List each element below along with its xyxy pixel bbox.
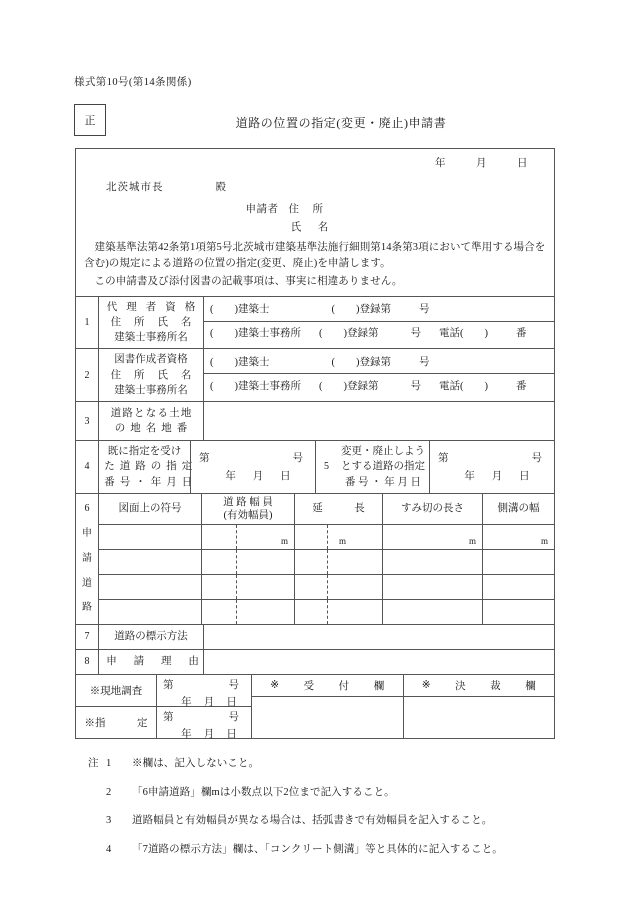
cell-corner-cut-2[interactable] xyxy=(382,550,482,574)
row8-value[interactable] xyxy=(203,650,554,674)
row-label-4 xyxy=(98,441,194,493)
row5-gou-label: 号 xyxy=(531,453,542,465)
site-survey-row xyxy=(76,675,251,707)
original-copy-label: 正 xyxy=(84,115,96,127)
dotted-divider-length-3 xyxy=(327,575,328,599)
row3-value[interactable] xyxy=(203,402,554,440)
receipt-char-3: 欄 xyxy=(373,680,385,692)
receipt-char-1: 受 xyxy=(303,680,315,692)
row5-label-line2: とする道路の指定 xyxy=(341,461,425,473)
unit-m-width: m xyxy=(280,535,288,546)
row-label-8 xyxy=(98,650,203,674)
row2-office-label: 建築士事務所 xyxy=(238,380,301,392)
designation-label: ※指 定 xyxy=(84,717,148,729)
decision-char-1: 決 xyxy=(455,680,466,692)
row4-day-label: 日 xyxy=(280,471,291,483)
row4-month-label: 月 xyxy=(252,471,264,483)
date-day-label: 日 xyxy=(517,158,528,169)
col-header-corner-cut: すみ切の長さ xyxy=(382,494,482,524)
row-number-8: 8 xyxy=(84,656,90,668)
dotted-divider-length xyxy=(327,525,328,549)
table-row[interactable] xyxy=(99,575,554,600)
section-6-header-row xyxy=(99,494,554,525)
applicant-address-label: 住 所 xyxy=(288,204,325,215)
site-survey-number-line xyxy=(161,677,247,692)
cell-symbol-4[interactable] xyxy=(99,600,201,624)
cell-length-2[interactable] xyxy=(294,550,382,574)
note-text-3: 道路幅員と有効幅員が異なる場合は、括弧書きで有効幅員を記入すること。 xyxy=(132,815,493,827)
addressee-honorific: 殿 xyxy=(215,182,227,193)
row1-office-label: 建築士事務所 xyxy=(238,328,301,340)
cell-symbol-2[interactable] xyxy=(99,550,201,574)
dotted-divider-length-4 xyxy=(327,600,328,624)
section-6-vchar-0: 申 xyxy=(82,527,92,539)
row5-date-line xyxy=(436,465,548,483)
col-header-symbol: 図面上の符号 xyxy=(118,502,182,514)
unit-m-corner: m xyxy=(468,535,476,546)
row2-architect-label: 建築士 xyxy=(238,356,270,368)
row2-label-line1: 図書作成者資格 xyxy=(114,354,188,366)
row7-label: 道路の標示方法 xyxy=(114,631,188,643)
receipt-header xyxy=(252,675,403,697)
row-label-5 xyxy=(337,441,429,493)
date-line xyxy=(84,155,546,170)
cell-width-4[interactable] xyxy=(201,600,294,624)
row2-label-line2: 住 所 氏 名 xyxy=(110,369,193,381)
row2-paren-2: ( ) xyxy=(331,356,360,368)
row1-fields[interactable] xyxy=(203,297,554,349)
table-row[interactable] xyxy=(99,600,554,624)
notes-section xyxy=(88,757,568,872)
site-survey-value[interactable] xyxy=(156,675,251,706)
preamble-cell xyxy=(76,149,554,296)
decision-header xyxy=(404,675,555,697)
dotted-divider-width-3 xyxy=(236,575,237,599)
row2-paren-3: ( ) xyxy=(210,380,238,392)
row1-label-line3: 建築士事務所名 xyxy=(114,332,188,344)
col-header-width xyxy=(201,494,294,524)
applicant-label: 申請者 xyxy=(245,204,279,215)
row4-number-line xyxy=(197,450,309,465)
list-item xyxy=(88,786,568,801)
row5-label-line3: 番 号 ・ 年 月 日 xyxy=(344,476,422,488)
table-row[interactable] xyxy=(99,525,554,550)
row2-gou-label-2: 号 xyxy=(410,380,421,392)
row4-year-label: 年 xyxy=(225,471,236,483)
cell-corner-cut-4[interactable] xyxy=(382,600,482,624)
row5-label-line1: 変更・廃止しよう xyxy=(341,446,425,458)
designation-date-line xyxy=(161,724,247,741)
addressee-line xyxy=(84,179,546,194)
row-number-2: 2 xyxy=(84,369,90,381)
cell-corner-cut-3[interactable] xyxy=(382,575,482,599)
decision-char-2: 裁 xyxy=(490,680,501,692)
row4-gou-label: 号 xyxy=(292,453,303,465)
note-text-4: 「7道路の標示方法」欄は、「コンクリート側溝」等と具体的に記入すること。 xyxy=(132,844,503,856)
row2-qualification-line[interactable] xyxy=(204,349,554,374)
designation-year: 年 xyxy=(181,728,192,740)
designation-month: 月 xyxy=(203,728,215,740)
row-marking-method xyxy=(76,624,554,649)
section-6-vchar-2: 道 xyxy=(82,577,92,589)
cell-gutter-3[interactable] xyxy=(482,575,554,599)
designation-value[interactable] xyxy=(156,707,251,738)
section-6-table xyxy=(99,494,554,624)
row7-value[interactable] xyxy=(203,625,554,649)
row-drafter xyxy=(76,348,554,401)
row-land-location xyxy=(76,401,554,440)
site-survey-month: 月 xyxy=(203,696,215,708)
section-6-vchar-3: 路 xyxy=(82,602,92,614)
legal-text-paragraph: 建築基準法第42条第1項第5号北茨城市建築基準法施行細則第14条第3項において準用する場合を含む)の規定による道路の位置の指定(変更、廃止)を申請します。 xyxy=(84,242,546,270)
row4-value[interactable] xyxy=(190,441,315,493)
unit-m-gutter: m xyxy=(540,535,548,546)
row-agent xyxy=(76,296,554,349)
official-left-stack xyxy=(76,675,251,738)
row1-gou-label-2: 号 xyxy=(410,328,421,340)
decision-box[interactable] xyxy=(403,675,555,738)
row1-qualification-line[interactable] xyxy=(204,297,554,322)
row4-label-line2: た 道 路 の 指 定 xyxy=(104,461,194,473)
row2-gou-label: 号 xyxy=(419,356,430,368)
row5-year-label: 年 xyxy=(464,471,475,483)
row1-paren-2: ( ) xyxy=(331,304,360,316)
addressee-name: 北茨城市長 xyxy=(106,182,164,193)
date-month-label: 月 xyxy=(476,158,487,169)
receipt-char-2: 付 xyxy=(338,680,350,692)
note-number-2: 2 xyxy=(106,786,112,798)
cell-width-3[interactable] xyxy=(201,575,294,599)
applicant-address-line xyxy=(84,201,546,216)
col-header-width-l2: (有効幅員) xyxy=(223,509,273,521)
row-designation-numbers xyxy=(76,440,554,493)
cell-gutter-4[interactable] xyxy=(482,600,554,624)
row3-label-line2: の 地 名 地 番 xyxy=(114,423,189,435)
row-reason xyxy=(76,649,554,674)
table-row[interactable] xyxy=(99,550,554,575)
cell-length-1[interactable] xyxy=(294,525,382,549)
row5-value[interactable] xyxy=(429,441,554,493)
row1-office-line[interactable] xyxy=(204,322,554,344)
preamble-row xyxy=(76,149,554,296)
row-number-5: 5 xyxy=(315,441,337,493)
site-survey-gou: 号 xyxy=(228,679,239,691)
note-spacer-3 xyxy=(88,814,106,829)
designation-number-line xyxy=(161,709,247,724)
row2-label-line3: 建築士事務所名 xyxy=(114,384,188,396)
applicant-name-label: 氏 名 xyxy=(290,222,332,233)
dotted-divider-width-2 xyxy=(236,550,237,574)
note-number-4: 4 xyxy=(106,844,112,856)
row-label-3 xyxy=(98,402,203,440)
cell-length-4[interactable] xyxy=(294,600,382,624)
row2-registration-label-2: 登録第 xyxy=(347,380,379,392)
row2-paren-1: ( ) xyxy=(210,356,238,368)
site-survey-day: 日 xyxy=(226,696,237,708)
date-year-label: 年 xyxy=(435,158,446,169)
cell-gutter-1[interactable] xyxy=(482,525,554,549)
row1-paren-3: ( ) xyxy=(210,328,238,340)
row2-office-line[interactable] xyxy=(204,374,554,396)
declaration-paragraph: この申請書及び添付図書の記載事項は、事実に相違ありません。 xyxy=(94,275,403,287)
unit-m-length: m xyxy=(339,535,347,546)
application-form-table xyxy=(75,148,555,739)
row1-label-line1: 代 理 者 資 格 xyxy=(106,301,199,313)
row-label-1 xyxy=(98,297,203,349)
applicant-name-line xyxy=(84,219,546,234)
decision-char-3: 欄 xyxy=(525,680,536,692)
row1-paren-1: ( ) xyxy=(210,304,238,316)
row8-label: 申 請 理 由 xyxy=(106,656,203,668)
note-text-2: 「6申請道路」欄mは小数点以下2位まで記入すること。 xyxy=(132,786,395,798)
section-6-vchar-1: 請 xyxy=(82,552,92,564)
cell-width-1[interactable] xyxy=(201,525,294,549)
row2-phone-label: 電話( ) xyxy=(439,380,488,392)
designation-dai: 第 xyxy=(163,711,174,723)
row2-paren-4: ( ) xyxy=(319,380,347,392)
form-code: 様式第10号(第14条関係) xyxy=(74,77,192,88)
row2-ban-label: 番 xyxy=(516,380,527,392)
site-survey-year: 年 xyxy=(181,696,192,708)
dotted-divider-length-2 xyxy=(327,550,328,574)
designation-row xyxy=(76,707,251,738)
row4-label-line1: 既に指定を受け xyxy=(107,446,182,458)
note-text-1: ※欄は、記入しないこと。 xyxy=(132,758,260,769)
designation-day: 日 xyxy=(226,728,237,740)
row1-ban-label: 番 xyxy=(516,328,527,340)
row1-label-line2: 住 所 氏 名 xyxy=(110,317,193,329)
row5-day-label: 日 xyxy=(519,471,530,483)
row1-registration-label-2: 登録第 xyxy=(347,328,379,340)
cell-gutter-2[interactable] xyxy=(482,550,554,574)
row-number-4: 4 xyxy=(84,461,90,473)
col-header-gutter-width: 側溝の幅 xyxy=(482,494,554,524)
col-header-width-l1: 道 路 幅 員 xyxy=(223,496,273,508)
row1-phone-label: 電話( ) xyxy=(439,328,488,340)
official-use-block xyxy=(76,674,554,738)
cell-symbol-1[interactable] xyxy=(99,525,201,549)
section-6-number: 6 xyxy=(84,503,90,515)
notes-heading: 注 xyxy=(88,758,99,769)
row-number-1: 1 xyxy=(84,317,90,329)
row5-dai-label: 第 xyxy=(438,453,449,465)
row5-month-label: 月 xyxy=(491,471,503,483)
row2-registration-label: 登録第 xyxy=(359,356,391,368)
note-spacer-2 xyxy=(88,786,106,801)
cell-symbol-3[interactable] xyxy=(99,575,201,599)
section-6-application-roads xyxy=(76,493,554,624)
decision-asterisk-icon: ※ xyxy=(421,680,431,692)
row4-label-line3: 番 号 ・ 年 月 日 xyxy=(104,476,194,488)
row4-date-line xyxy=(197,465,309,483)
cell-corner-cut-1[interactable] xyxy=(382,525,482,549)
row-label-2 xyxy=(98,349,203,401)
site-survey-dai: 第 xyxy=(163,679,174,691)
col-header-length: 延 長 xyxy=(294,494,382,524)
row-number-7: 7 xyxy=(84,631,90,643)
row3-label-line1: 道路となる土地 xyxy=(110,407,193,419)
note-spacer-4 xyxy=(88,843,106,858)
row1-registration-label: 登録第 xyxy=(359,304,391,316)
dotted-divider-width-4 xyxy=(236,600,237,624)
row1-architect-label: 建築士 xyxy=(238,304,270,316)
row1-paren-4: ( ) xyxy=(319,328,347,340)
row4-dai-label: 第 xyxy=(199,453,210,465)
site-survey-label: ※現地調査 xyxy=(89,685,143,697)
dotted-divider-width xyxy=(236,525,237,549)
page-title: 道路の位置の指定(変更・廃止)申請書 xyxy=(235,116,447,130)
row-label-7 xyxy=(98,625,203,649)
receipt-asterisk-icon: ※ xyxy=(270,680,280,692)
list-item xyxy=(88,843,568,858)
cell-width-2[interactable] xyxy=(201,550,294,574)
cell-length-3[interactable] xyxy=(294,575,382,599)
receipt-box[interactable] xyxy=(251,675,403,738)
row2-fields[interactable] xyxy=(203,349,554,401)
row5-number-line xyxy=(436,450,548,465)
row1-gou-label: 号 xyxy=(419,304,430,316)
note-number-1: 1 xyxy=(106,758,112,769)
list-item xyxy=(88,814,568,829)
list-item xyxy=(88,757,568,772)
section-6-vertical-label xyxy=(76,494,99,624)
note-number-3: 3 xyxy=(106,815,112,827)
row-number-3: 3 xyxy=(84,415,90,427)
designation-gou: 号 xyxy=(228,711,239,723)
